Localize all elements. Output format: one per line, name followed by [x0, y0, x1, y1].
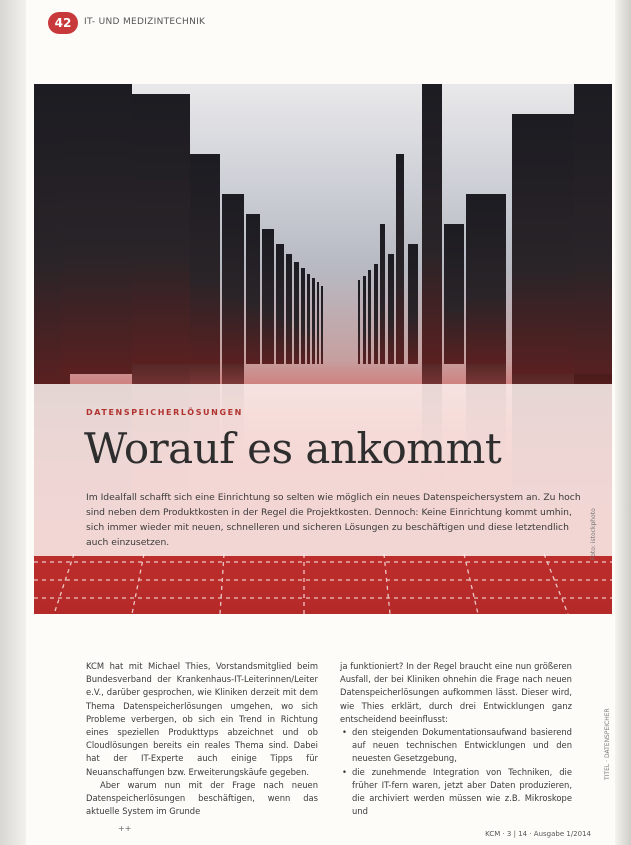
article-column-2: [340, 660, 572, 818]
page-gutter-right: [615, 0, 631, 845]
article-title: Worauf es ankommt: [84, 424, 502, 473]
paragraph: ja funktioniert? In der Regel braucht eine nun größeren Ausfall, der bei Kliniken ohnehin die Frage nach neuen Datenspeicherlösungen aufkommen lässt. Dieser wird, wie Thies erklärt, durch drei Entwicklungen ganz entscheidend beeinflusst:: [340, 661, 572, 724]
page-footer: KCM · 3 | 14 · Ausgabe 1/2014: [485, 830, 591, 838]
side-credit: TITEL · DATENSPEICHER: [604, 708, 611, 780]
page-gutter-left: [0, 0, 26, 845]
footer-mark: ++: [118, 824, 132, 833]
article-lead: Im Idealfall schafft sich eine Einrichtung so selten wie möglich ein neues Datenspeichersystem an. Zu hoch sind neben dem Produktkosten in der Regel die Projektkosten. Dennoch: Keine Einrichtung kommt umhin, sich immer wieder mit neuen, schnelleren und sicheren Lösungen zu beschäftigen und diese letztendlich auch einzusetzen.: [86, 492, 581, 548]
list-item: • den steigenden Dokumentationsaufwand basierend auf neuen technischen Entwicklungen und den neuesten Gesetzgebung,: [352, 726, 572, 766]
paragraph: KCM hat mit Michael Thies, Vorstandsmitglied beim Bundesverband der Krankenhaus-IT-Leiterinnen/Leiter e.V., darüber gesprochen, wie Kliniken derzeit mit dem Thema Datenspeicherlösungen umgehen, wo sich Probleme verbergen, ob sich ein Trend in Richtung eines speziellen Produkttyps abzeichnet und ob Cloudlösungen bereits ein reales Thema sind. Dabei hat der IT-Experte auch einige Tipps für Neuanschaffungen bzw. Erweiterungskäufe gegeben.: [86, 661, 318, 777]
photo-credit: Foto: istockphoto: [590, 508, 597, 560]
article-kicker: DATENSPEICHERLÖSUNGEN: [86, 408, 243, 417]
bullet-list: [340, 726, 572, 818]
paragraph: Aber warum nun mit der Frage nach neuen Datenspeicherlösungen beschäftigen, wenn das aktuelle System im Grunde: [86, 779, 318, 817]
section-label: IT- UND MEDIZINTECHNIK: [84, 17, 206, 27]
article-column-1: [86, 660, 318, 818]
page-number-badge: 42: [48, 12, 78, 34]
list-item: • die zunehmende Integration von Techniken, die früher IT-fern waren, jetzt aber Daten produzieren, die archiviert werden müssen wie z.B. Mikroskope und: [352, 766, 572, 819]
